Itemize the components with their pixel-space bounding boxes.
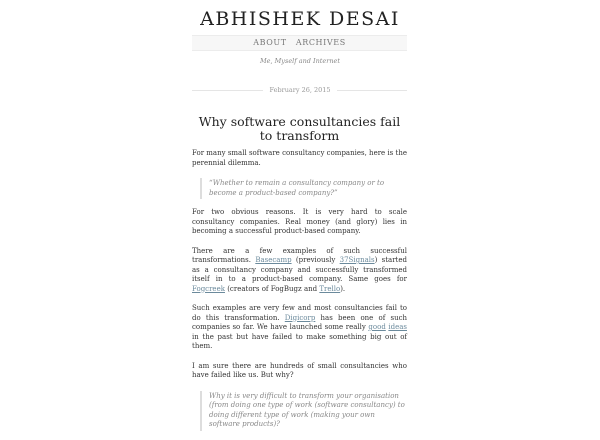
text-segment: Such examples are very few and most consultancies fail to do this transformation.: [192, 304, 407, 322]
nav-about-link[interactable]: ABOUT: [253, 38, 287, 47]
site-tagline: Me, Myself and Internet: [260, 57, 340, 65]
ideas-link[interactable]: ideas: [388, 323, 407, 331]
site-title[interactable]: ABHISHEK DESAI: [200, 8, 400, 30]
digicorp-link[interactable]: Digicorp: [284, 313, 316, 322]
fogcreek-link[interactable]: Fogcreek: [192, 284, 225, 293]
quote-question: Why it is very difficult to transform your organisation (from doing one type of work (software consultancy) to doing different type of work (making your own software products)?: [200, 391, 407, 431]
paragraph-reasons: For two obvious reasons. It is very hard to scale consultancy companies. Real money (and glory) lies in becoming a successful product-based company.: [192, 208, 407, 235]
paragraph-failures: [192, 304, 407, 352]
post-date: [0, 86, 600, 94]
text-segment: has been one of such companies so far. We have launched some really: [192, 313, 408, 331]
text-segment: (creators of FogBugz and: [224, 284, 320, 293]
paragraph-why: I am sure there are hundreds of small consultancies who have failed like us. But why?: [192, 361, 407, 379]
trello-link[interactable]: Trello: [319, 284, 341, 293]
37signals-link[interactable]: 37Signals: [339, 256, 375, 264]
basecamp-link[interactable]: Basecamp: [255, 256, 292, 264]
text-segment: ).: [340, 284, 346, 293]
post-date-text: February 26, 2015: [263, 86, 336, 94]
main-nav: [192, 35, 407, 51]
text-segment: ) started as a consultancy company and successfully transformed itself in to a product-based company. Same goes for: [192, 256, 407, 283]
nav-archives-link[interactable]: ARCHIVES: [295, 38, 346, 47]
post-title: Why software consultancies fail to transform: [198, 114, 401, 143]
text-segment: in the past but have failed to make something big out of them.: [192, 332, 407, 350]
text-segment: There are a few examples of such successful transformations.: [192, 246, 407, 264]
good-link[interactable]: good: [368, 323, 386, 331]
text-segment: (previously: [291, 256, 340, 264]
post-content: [192, 149, 407, 440]
paragraph-examples: [192, 247, 407, 295]
paragraph-intro: For many small software consultancy companies, here is the perennial dilemma.: [192, 149, 407, 167]
quote-dilemma: “Whether to remain a consultancy company or to become a product-based company?”: [200, 178, 407, 199]
